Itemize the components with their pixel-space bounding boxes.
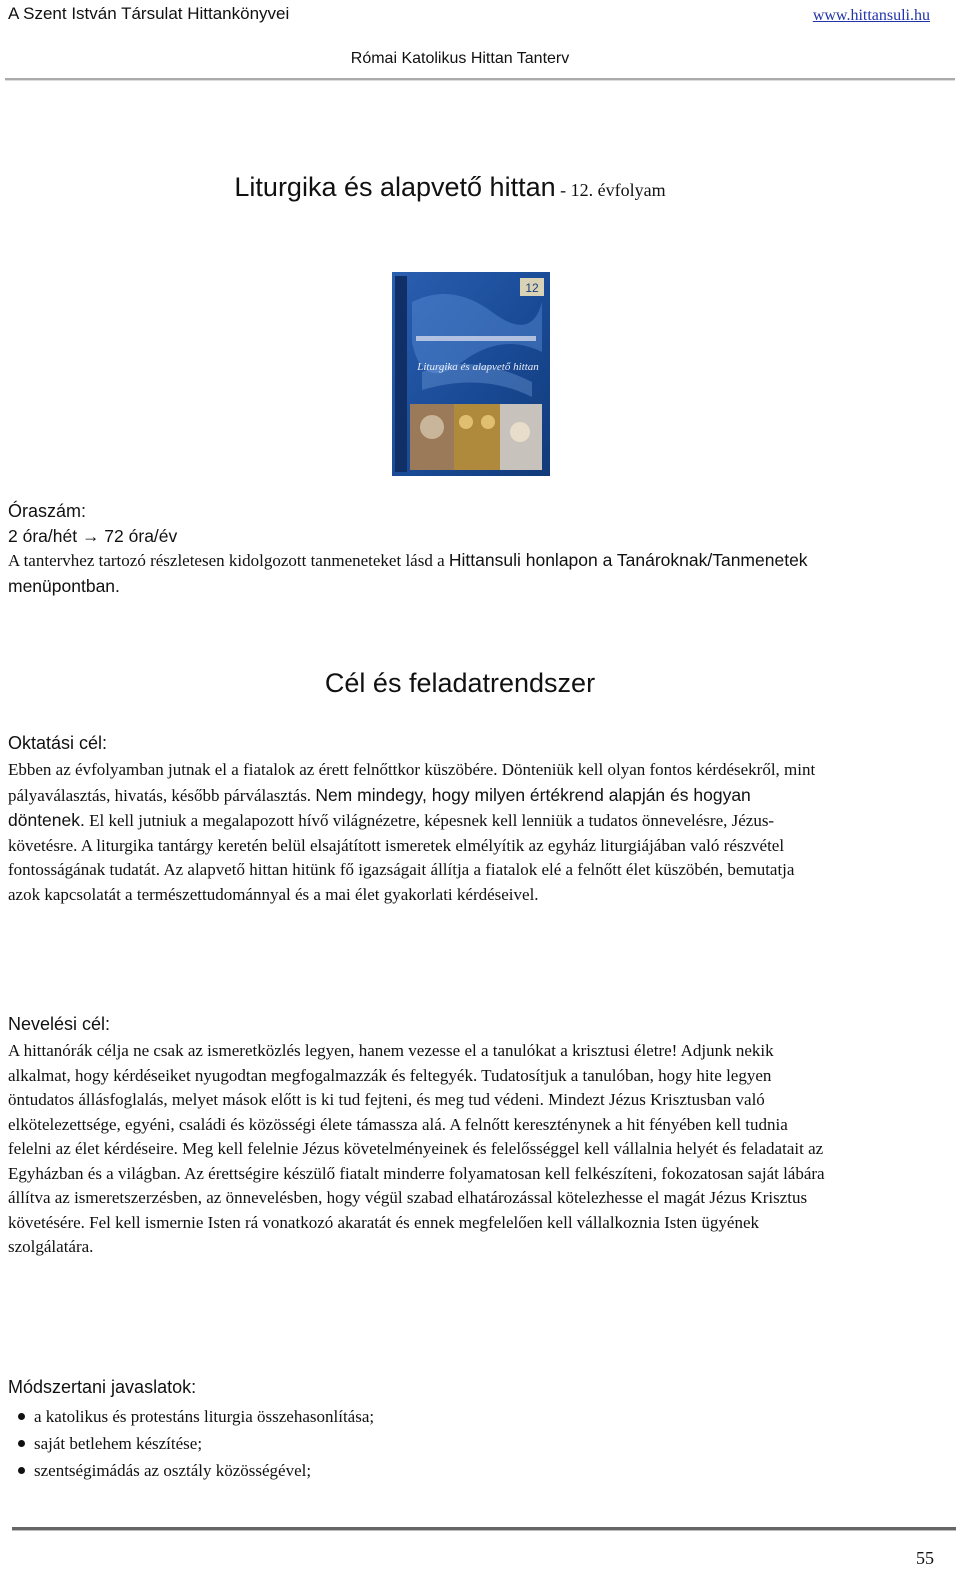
cover-face — [420, 415, 444, 439]
hours-label: Óraszám: — [8, 501, 87, 521]
cover-halo — [459, 415, 473, 429]
curriculum-note-text: A tantervhez tartozó részletesen kidolgozott tanmeneteket lásd a — [8, 551, 449, 570]
book-cover-image — [392, 272, 550, 476]
list-item: saját betlehem készítése; — [8, 1430, 374, 1457]
publisher-header: A Szent István Társulat Hittankönyvei — [8, 4, 290, 23]
cover-spine — [395, 276, 407, 472]
website-link[interactable]: www.hittansuli.hu — [812, 7, 930, 24]
educational-goal-part-2: Nem mindegy, hogy milyen értékrend alapján és hogyan döntenek. — [8, 784, 751, 830]
list-item: szentségimádás az osztály közösségével; — [8, 1457, 374, 1484]
cover-trinity-icon — [454, 404, 500, 470]
page-number: 55 — [916, 1548, 934, 1568]
list-item: a katolikus és protestáns liturgia összehasonlítása; — [8, 1403, 374, 1430]
methodology-list — [8, 1403, 374, 1484]
educational-goal-part-1: Ebben az évfolyamban jutnak el a fiatalok az érett felnőttkor küszöbére. Dönteniük kell olyan fontos kérdésekről, mint pályaválasztás, hivatás, később párválasztás. — [8, 760, 816, 805]
cover-photo-face — [510, 422, 530, 442]
educational-goal-label: Oktatási cél: — [8, 733, 108, 753]
formation-goal-text: A hittanórák célja ne csak az ismeretközlés legyen, hanem vezesse el a tanulókat a krisztusi életre! Adjunk nekik alkalmat, hogy kérdéseiket nyugodtan megfogalmazzák és feltegyék. Tudatosítjuk a tanulóban, hogy hite legyen öntudatos állásfoglalás, melyet mások előtt is ki tud fejteni, és meg tud védeni. Mindezt Jézus Krisztusban való elkötelezettsége, egyéni, családi és közösségi élete támassza alá. A felnőtt kereszténynek a hit fényében kell tudnia felelni az élet kérdéseire. Meg kell felelnie Jézus követelményeinek és felelősséggel kell vállalnia helyét és feladatait az Egyházban és a világban. Az érettségire készülő fiatalt minderre folyamatosan kell felkészíteni, fokozatosan saját lábára állítva az ismeretszerzésben, az önnevelésben, hogy végül szabad elhatározással kötelezhesse el magát Jézus Krisztus követésére. Fel kell ismernie Isten rá vonatkozó akaratát és ennek megfelelően kell vállalkoznia Isten ügyének szolgálatára. — [8, 1041, 825, 1256]
hours-block — [8, 499, 828, 599]
header-divider — [5, 78, 955, 80]
curriculum-note — [8, 548, 828, 599]
curriculum-note-link-text: Hittansuli honlapon a Tanároknak/Tanmenetek menüpontban. — [8, 550, 808, 596]
cover-title-text: Liturgika és alapvető hittan — [417, 361, 539, 373]
page-title-grade: - 12. évfolyam — [555, 180, 666, 200]
cover-halo — [481, 415, 495, 429]
page-title — [0, 172, 900, 203]
hours-value: 2 óra/hét → 72 óra/év — [8, 525, 178, 546]
formation-goal-label: Nevelési cél: — [8, 1014, 111, 1034]
cover-authors-line — [416, 336, 536, 341]
page-title-main: Liturgika és alapvető hittan — [234, 172, 556, 202]
educational-goal-part-3: El kell jutniuk a megalapozott hívő világnézetre, képesnek kell lenniük a tudatos önnevelésre, Jézus-követésre. A liturgika tantárgy keretén belül elsajátított ismeretek elmélyítik az egyház liturgiájában való részvétel fontosságának tudatát. Az alapvető hittan hitünk fő igazságait állítja a fiatalok elé a felnőtt élet küszöbén, bemutatja azok kapcsolatát a természettudománnyal és a mai élet gyakorlati kérdéseivel. — [8, 811, 795, 904]
cover-grade-number: 12 — [525, 281, 539, 295]
educational-goal-text — [8, 758, 828, 907]
section-heading: Cél és feladatrendszer — [324, 668, 596, 698]
document-subtitle: Római Katolikus Hittan Tanterv — [350, 50, 570, 67]
footer-divider — [12, 1527, 956, 1530]
methodology-label: Módszertani javaslatok: — [8, 1377, 197, 1397]
